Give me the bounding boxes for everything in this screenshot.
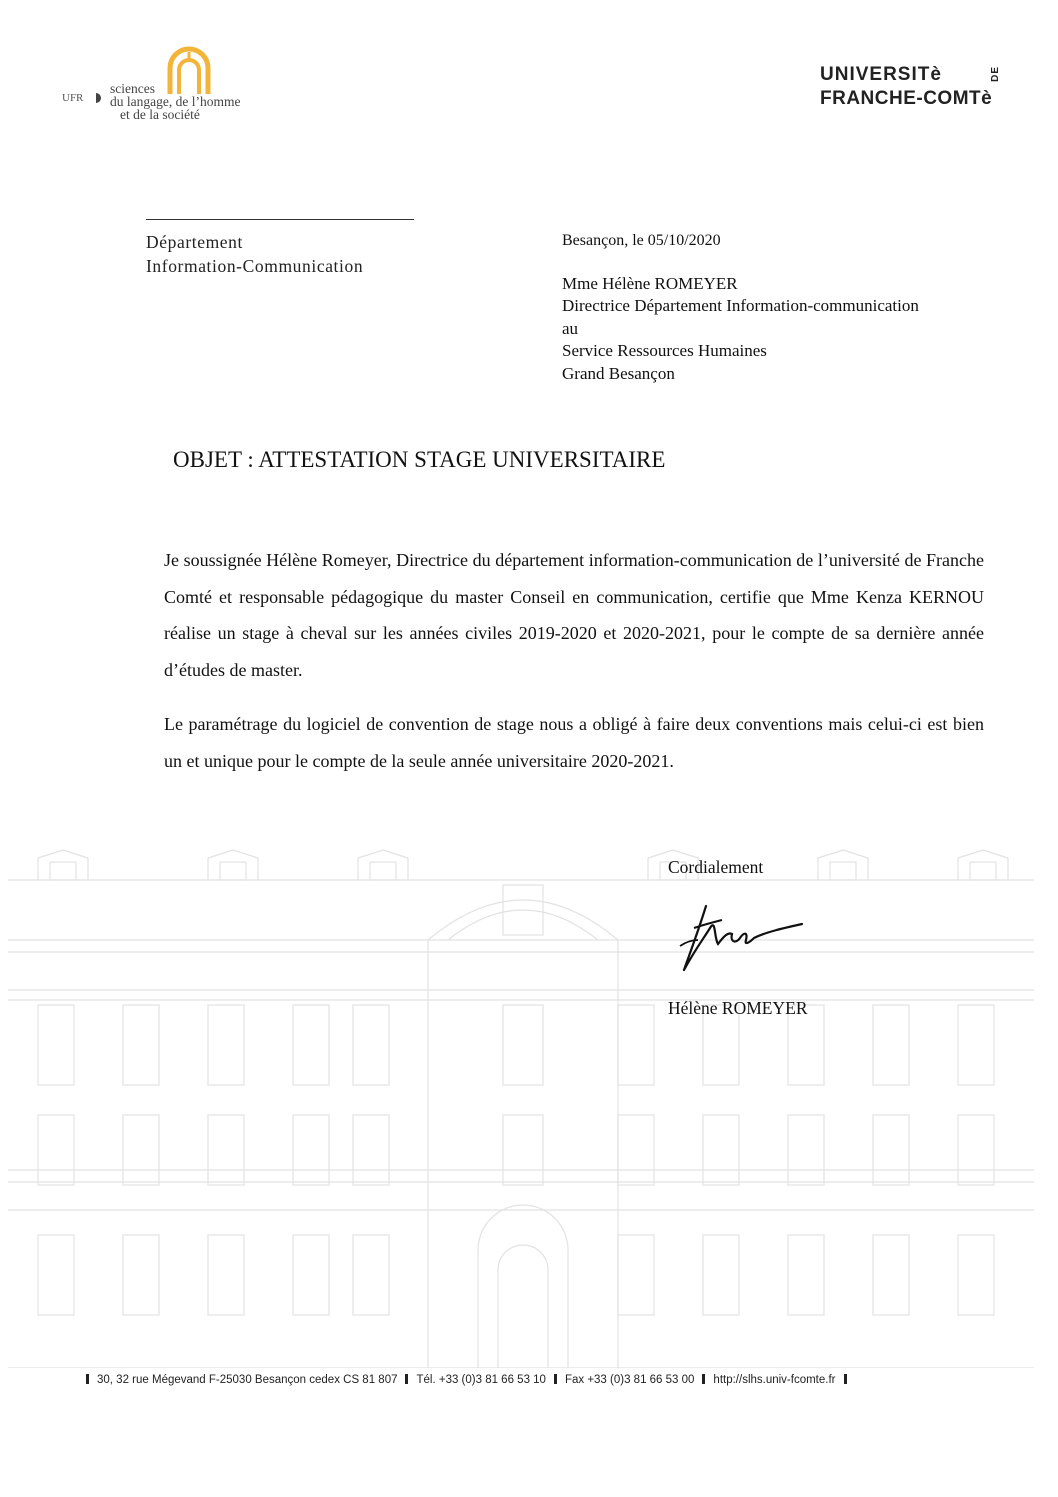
- recipient-line: Directrice Département Information-communication: [562, 296, 919, 315]
- footer-fax: Fax +33 (0)3 81 66 53 00: [564, 1374, 695, 1386]
- signature-icon: [666, 898, 806, 978]
- footer-separator: [844, 1374, 847, 1384]
- department-line1: Département: [146, 232, 243, 252]
- ufr-label: UFR: [62, 92, 84, 104]
- letter-date: Besançon, le 05/10/2020: [562, 232, 721, 249]
- signer-name: Hélène ROMEYER: [668, 998, 808, 1018]
- department-rule: [146, 219, 414, 220]
- body-paragraph: Je soussignée Hélène Romeyer, Directrice du département information-communication de l’université de Franche Comté et responsable pédagogique du master Conseil en communication, certifie que Mme Kenza KERNOU réalise un stage à cheval sur les années civiles 2019-2020 et 2020-2021, pour le compte de sa dernière année d’études de master.: [164, 550, 984, 680]
- closing-salutation: Cordialement: [668, 857, 764, 877]
- recipient-block: [562, 230, 919, 385]
- recipient-line: Service Ressources Humaines: [562, 341, 767, 360]
- department-line2: Information-Communication: [146, 256, 364, 276]
- university-logo-line1: UNIVERSITè: [820, 64, 942, 85]
- footer-separator: [702, 1374, 705, 1384]
- footer-address: 30, 32 rue Mégevand F-25030 Besançon cedex CS 81 807: [97, 1374, 398, 1386]
- university-logo-line2: FRANCHE-COMTè: [820, 88, 993, 109]
- footer-separator: [405, 1374, 408, 1384]
- recipient-line: Mme Hélène ROMEYER: [562, 273, 738, 293]
- ufr-logo: [62, 46, 292, 126]
- recipient-line: Grand Besançon: [562, 363, 675, 383]
- footer: [78, 1374, 855, 1386]
- building-illustration: [8, 840, 1034, 1368]
- university-logo-de: DE: [990, 66, 1001, 82]
- footer-separator: [86, 1374, 89, 1384]
- ufr-faculty-name: sciences du langage, de l’homme et de la société: [110, 81, 241, 122]
- footer-separator: [554, 1374, 557, 1384]
- body-paragraph: Le paramétrage du logiciel de convention de stage nous a obligé à faire deux conventions mais celui-ci est bien un et unique pour le compte de la seule année universitaire 2020-2021.: [164, 714, 984, 771]
- ufr-marker-icon: [96, 93, 101, 103]
- university-logo: [820, 64, 1010, 114]
- letter-subject: OBJET : ATTESTATION STAGE UNIVERSITAIRE: [173, 447, 666, 472]
- department-block: [146, 230, 363, 278]
- footer-website[interactable]: http://slhs.univ-fcomte.fr: [713, 1374, 836, 1386]
- letter-body: [164, 542, 984, 797]
- footer-phone: Tél. +33 (0)3 81 66 53 10: [416, 1374, 546, 1386]
- recipient-line: au: [562, 318, 579, 338]
